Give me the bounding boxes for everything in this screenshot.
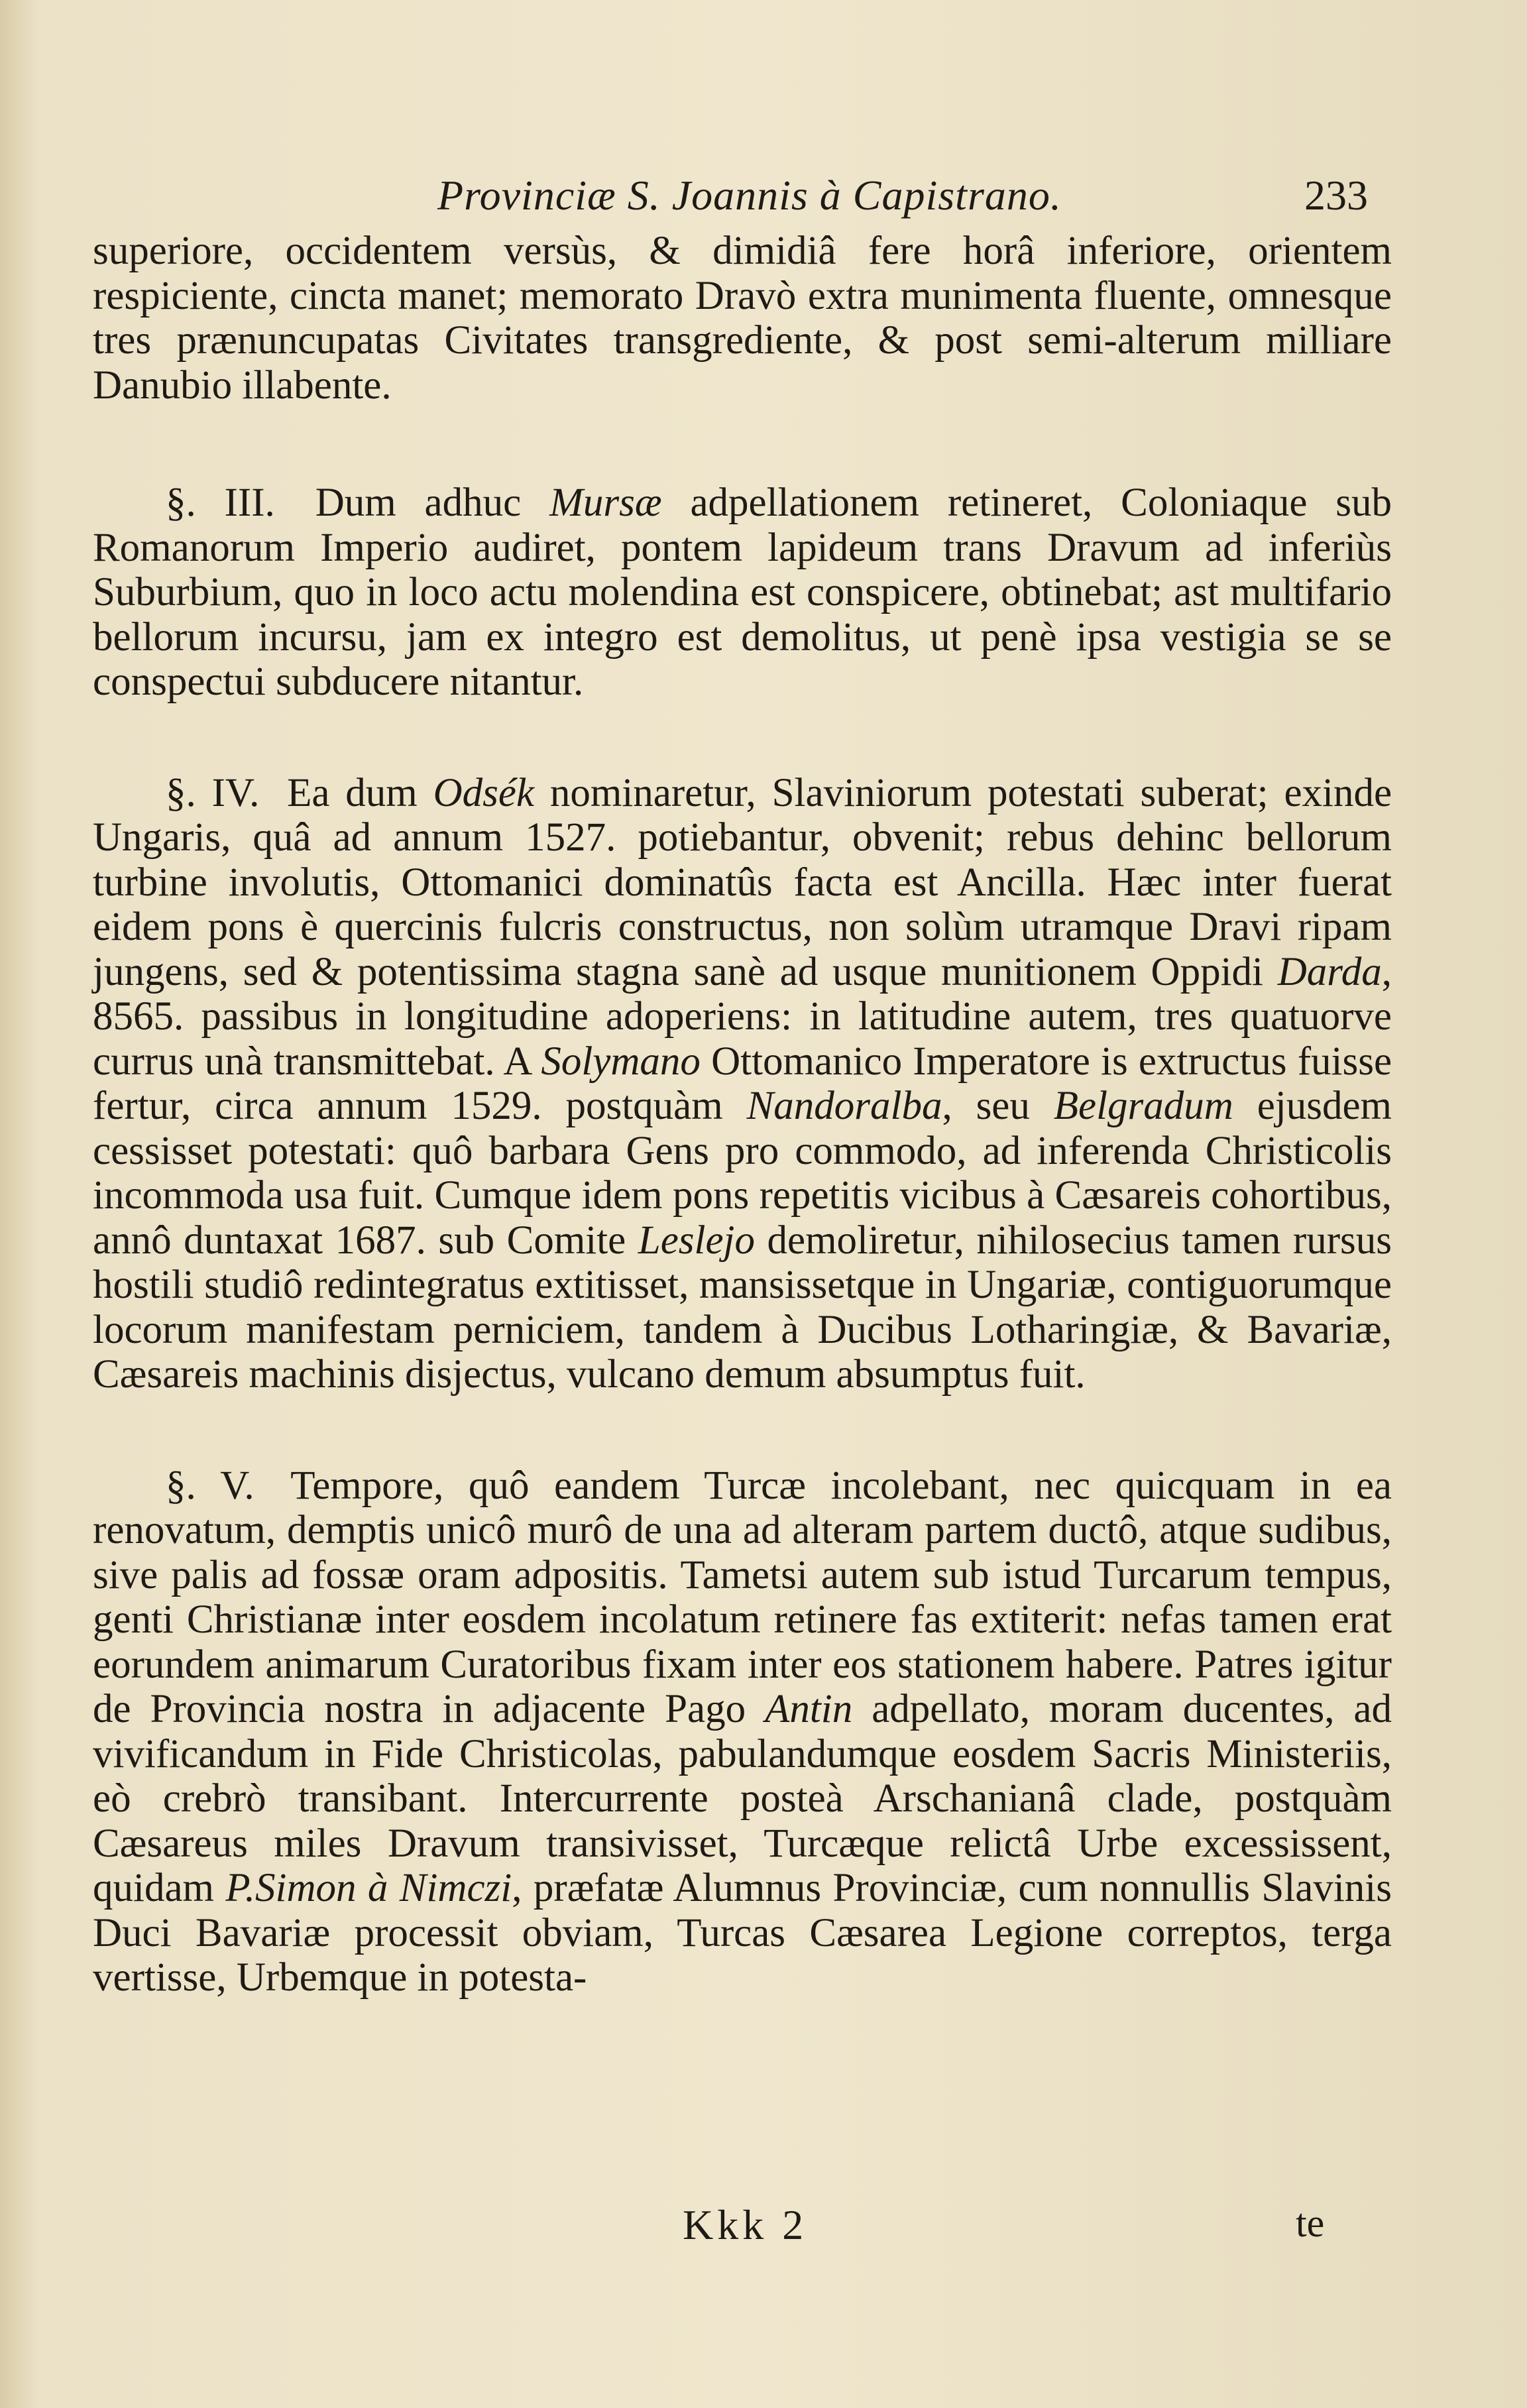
paragraph-text: Dum adhuc [315, 481, 522, 525]
italic-name: Odsék [433, 770, 535, 815]
italic-name: Nandoralba [746, 1084, 942, 1128]
paragraph-text: adpellato, moram ducentes, ad vivificandum in Fide Christicolas, pabulandumque eosdem Sacris Ministeriis, eò crebrò transibant. Intercurrente posteà Arschanianâ clade, postquàm Cæsareus miles Dravum transivisset, Turcæque relictâ Urbe excessissent, quidam [93, 1687, 1392, 1910]
italic-name: Mursæ [549, 481, 662, 525]
paragraph-text: superiore, occidentem versùs, & dimidiâ fere horâ inferiore, orientem respiciente, cincta manet; memorato Dravò extra munimenta fluente, omnesque tres prænuncupatas Civitates transgrediente, & post semi-alterum milliare Danubio illabente. [93, 229, 1392, 408]
paragraph-text: nominaretur, Slaviniorum potestati suberat; exinde Ungaris, quâ ad annum 1527. potiebantur, obvenit; rebus dehinc bellorum turbine involutis, Ottomanici dominatûs facta est Ancilla. Hæc inter fuerat eidem pons è quercinis fulcris constructus, non solùm utramque Dravi ripam jungens, sed & potentissima stagna sanè ad usque munitionem Oppidi [93, 770, 1392, 994]
paragraph-text: Tempore, quô eandem Turcæ incolebant, nec quicquam in ea renovatum, demptis unicô murô de una ad alteram partem ductô, atque sudibus, sive palis ad fossæ oram adpositis. Tametsi autem sub istud Turcarum tempus, genti Christianæ inter eosdem incolatum retinere fas extiterit: nefas tamen erat eorundem animarum Curatoribus fixam inter eos stationem habere. Patres igitur de Provincia nostra in adjacente Pago [93, 1463, 1392, 1731]
running-title: Provinciæ S. Joannis à Capistrano. [437, 172, 1062, 219]
section-marker: §. V. [166, 1463, 254, 1508]
signature-mark: Kkk 2 [683, 2201, 808, 2248]
section-marker: §. III. [166, 481, 275, 525]
paragraph-text: Ottomanico Imperatore is extructus fuisse fertur, circa annum 1529. postquàm [93, 1039, 1392, 1128]
paragraph-section-4 [93, 771, 1392, 1397]
italic-name: Belgradum [1053, 1084, 1233, 1128]
paragraph-text: adpellationem retineret, Coloniaque sub Romanorum Imperio audiret, pontem lapideum trans Dravum ad inferiùs Suburbium, quo in loco actu molendina est conspicere, obtinebat; ast multifario bellorum incursu, jam ex integro est demolitus, ut penè ipsa vestigia se se conspectui subducere nitantur. [93, 481, 1392, 704]
italic-name: P.Simon à Nimczi [225, 1866, 512, 1910]
paragraph-text: , 8565. passibus in longitudine adoperiens: in latitudine autem, tres quatuorve currus unà transmittebat. A [93, 949, 1392, 1084]
paragraph-text: demoliretur, nihilosecius tamen rursus hostili studiô redintegratus extitisset, mansissetque in Ungariæ, contiguorumque locorum manifestam perniciem, tandem à Ducibus Lotharingiæ, & Bavariæ, Cæsareis machinis disjectus, vulcano demum absumptus fuit. [93, 1218, 1392, 1397]
catchword: te [1296, 2201, 1325, 2245]
page-number: 233 [1304, 172, 1368, 219]
paragraph-section-5 [93, 1463, 1392, 2000]
paragraph-text: , præfatæ Alumnus Provinciæ, cum nonnullis Slavinis Duci Bavariæ processit obviam, Turcas Cæsarea Legione correptos, terga vertisse, Urbemque in potesta- [93, 1866, 1392, 2000]
italic-name: Leslejo [638, 1218, 755, 1263]
paragraph-text: ejusdem cessisset potestati: quô barbara Gens pro commodo, ad inferenda Christicolis incommoda usa fuit. Cumque idem pons repetitis vicibus à Cæsareis cohortibus, annô duntaxat 1687. sub Comite [93, 1084, 1392, 1263]
running-head [93, 171, 1368, 224]
section-marker: §. IV. [166, 770, 260, 815]
italic-name: Solymano [541, 1039, 701, 1084]
italic-name: Darda [1277, 949, 1382, 994]
paragraph-continuation [93, 229, 1392, 408]
paragraph-text: Ea dum [287, 770, 418, 815]
body-text [93, 229, 1392, 2067]
paragraph-section-3 [93, 481, 1392, 705]
italic-name: Antin [765, 1687, 853, 1731]
paragraph-text: , seu [942, 1084, 1030, 1128]
